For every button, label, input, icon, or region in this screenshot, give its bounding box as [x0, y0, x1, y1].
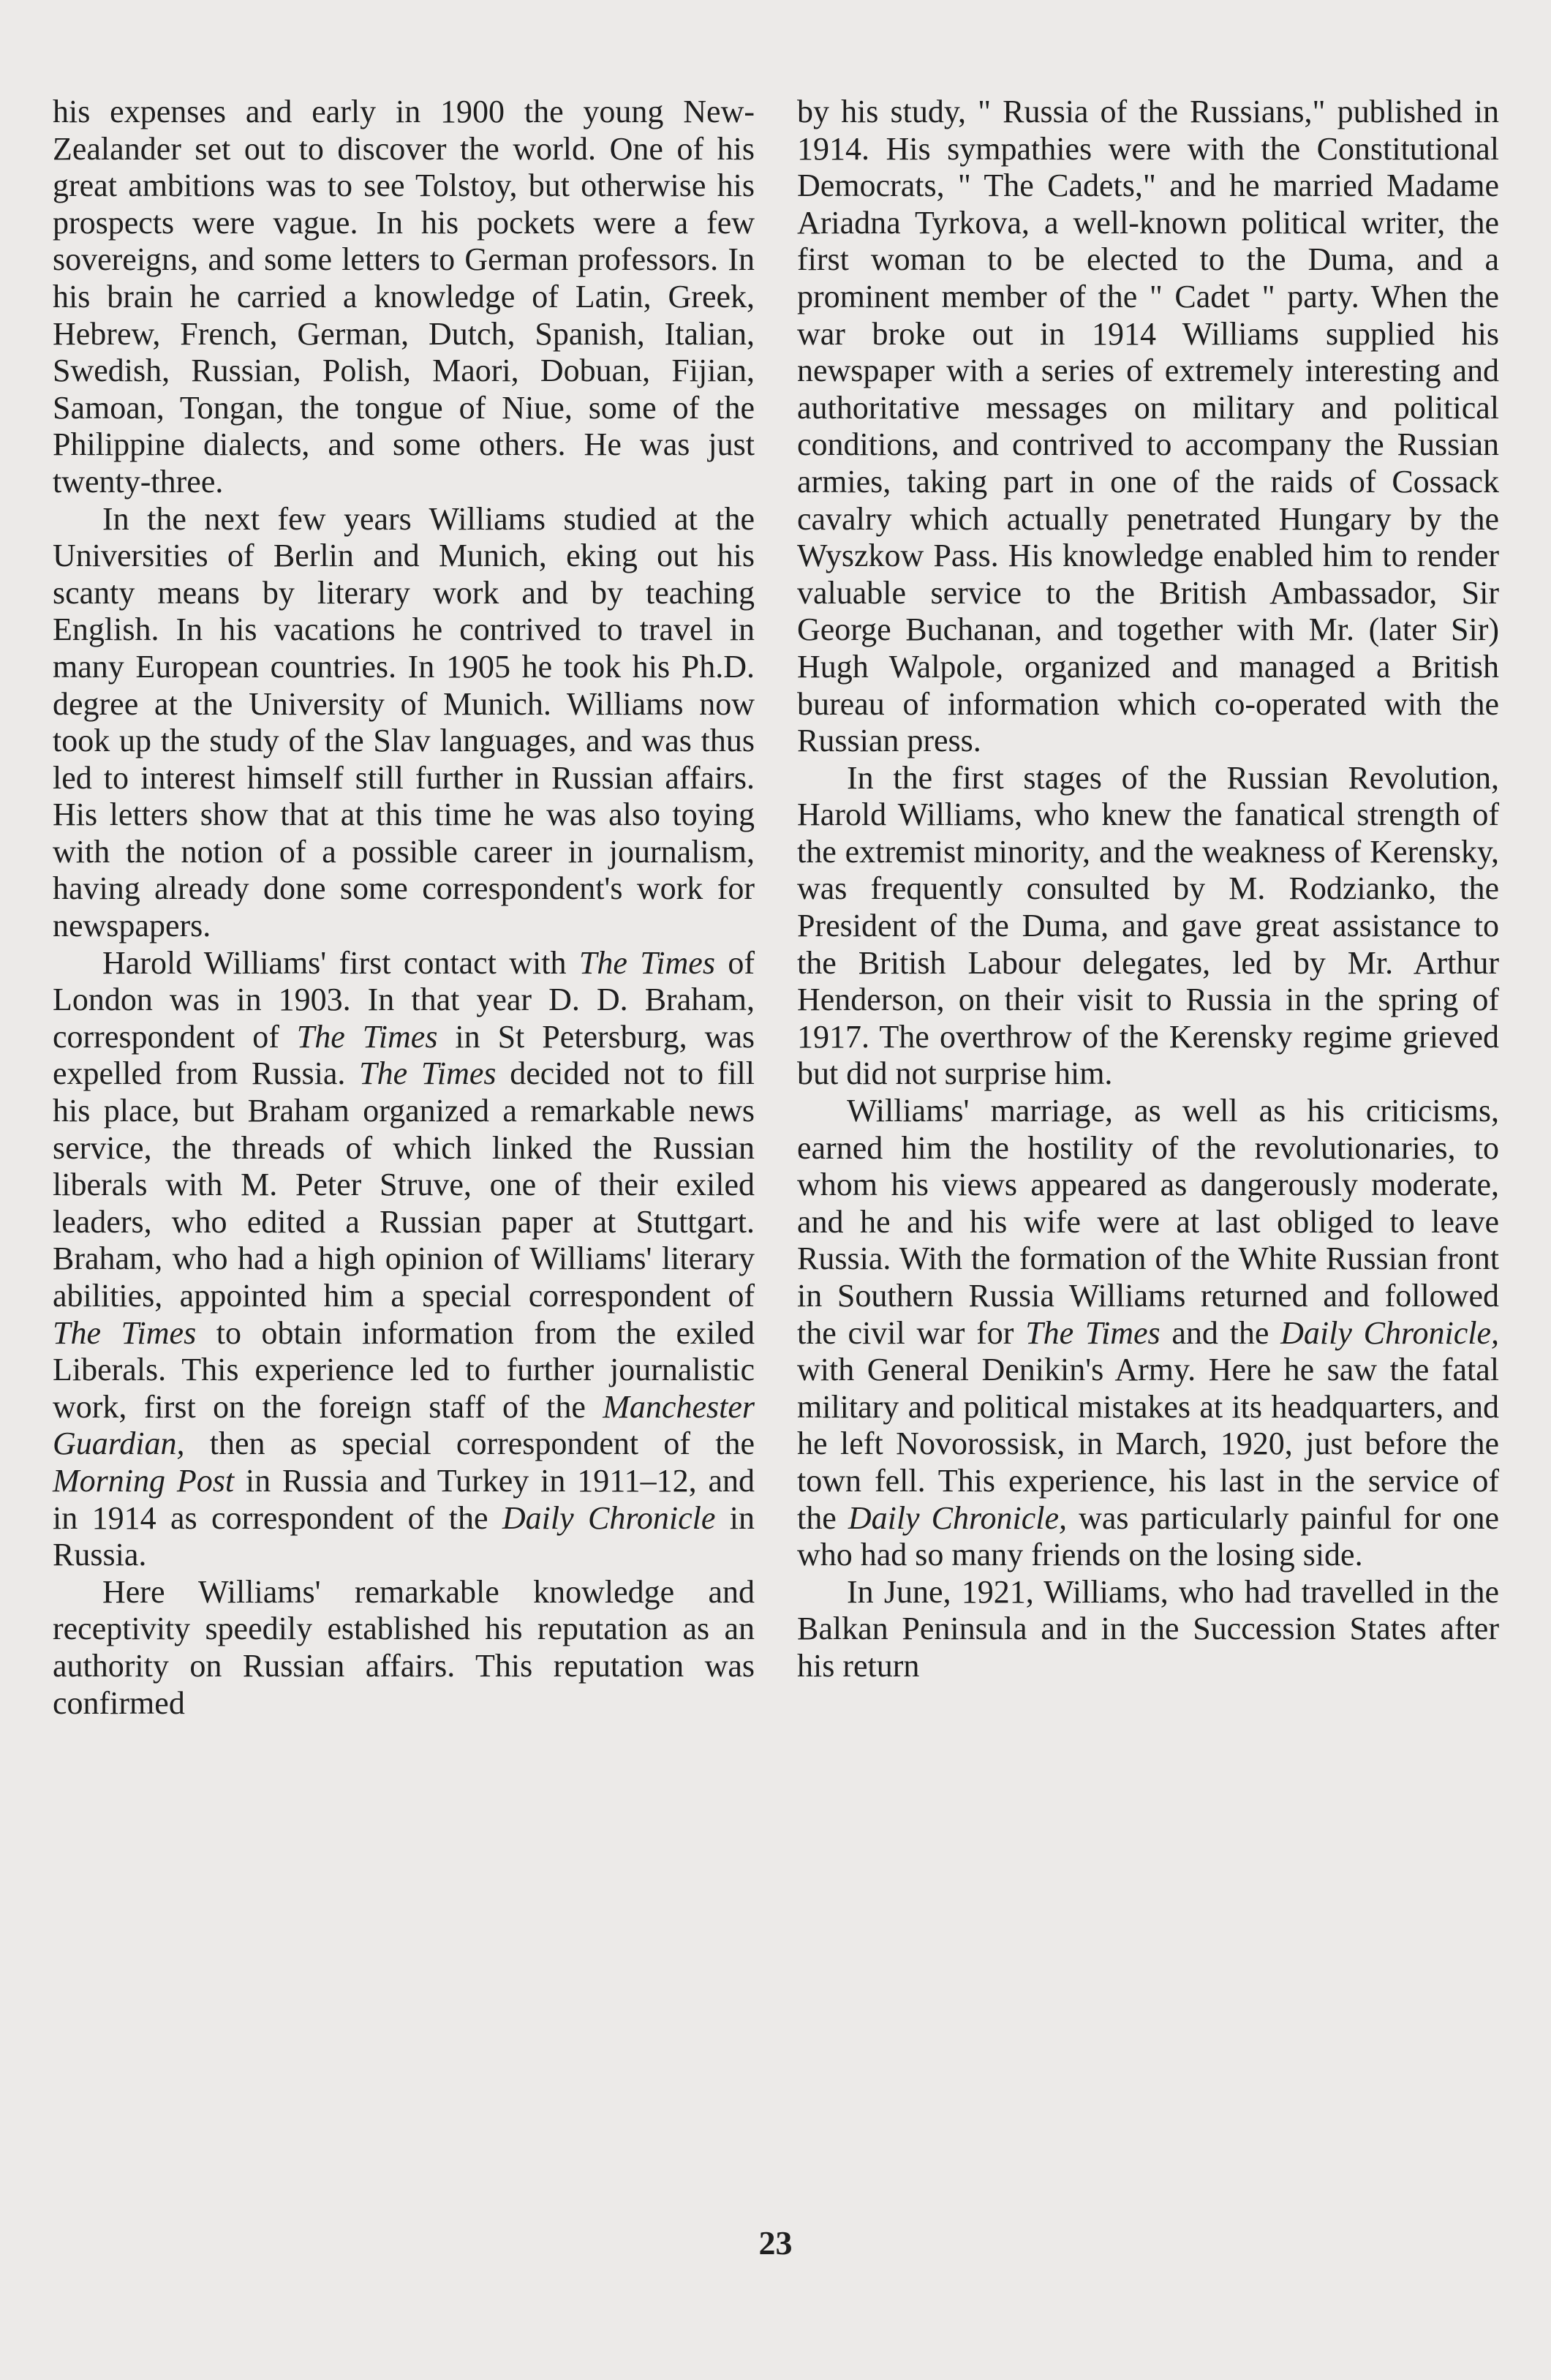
italic-title: The Times [578, 944, 715, 981]
italic-title: Morning Post [53, 1462, 235, 1499]
right-paragraph-4: In June, 1921, Williams, who had travelled in the Balkan Peninsula and in the Succession States after his return [797, 1573, 1499, 1684]
italic-title: Manchester Guardian, [53, 1388, 755, 1462]
italic-title: The Times [53, 1314, 197, 1351]
italic-title: The Times [359, 1055, 497, 1092]
text-run: with General Denikin's Army. Here he saw the fatal military and political mistakes at its headquarters, and he left Novorossisk, in March, 1920, just before the town fell. This experience, his last in the service of the [797, 1352, 1499, 1536]
italic-title: The Times [296, 1018, 438, 1055]
text-run: Williams' marriage, as well as his criticisms, earned him the hostility of the revolutionaries, to whom his views appeared as dangerously moderate, and he and his wife were at last obliged to leave Russia. With the formation of the White Russian front in Southern Russia Williams returned and followed the civil war for [797, 1093, 1499, 1351]
left-column [53, 94, 755, 1722]
italic-title: The Times [1025, 1314, 1161, 1351]
italic-title: Daily Chronicle [502, 1499, 716, 1536]
page-number: 23 [758, 2224, 793, 2262]
text-run: of London was in 1903. In that year D. D. Braham, correspondent of [53, 944, 755, 1055]
text-run: in Russia. [53, 1499, 755, 1573]
text-run: in St Petersburg, was expelled from Russia. [53, 1018, 755, 1092]
italic-title: Daily Chronicle, [848, 1499, 1067, 1536]
right-paragraph-3 [797, 1093, 1499, 1574]
left-paragraph-3 [53, 945, 755, 1574]
left-paragraph-4: Here Williams' remarkable knowledge and receptivity speedily established his reputation as an authority on Russian affairs. This reputation was confirmed [53, 1573, 755, 1721]
text-run: decided not to fill his place, but Braham organized a remarkable news service, the threads of which linked the Russian liberals with M. Peter Struve, one of their exiled leaders, who edited a Russian paper at Stuttgart. Braham, who had a high opinion of Williams' literary abilities, appointed him a special correspondent of [53, 1055, 755, 1314]
text-run: to obtain information from the exiled Liberals. This experience led to further journalistic work, first on the foreign staff of the [53, 1314, 755, 1425]
left-paragraph-1: his expenses and early in 1900 the young New-Zealander set out to discover the world. One of his great ambitions was to see Tolstoy, but otherwise his prospects were vague. In his pockets were a few sovereigns, and some letters to German professors. In his brain he carried a knowledge of Latin, Greek, Hebrew, French, German, Dutch, Spanish, Italian, Swedish, Russian, Polish, Maori, Dobuan, Fijian, Samoan, Tongan, the tongue of Niue, some of the Philippine dialects, and some others. He was just twenty-three. [53, 94, 755, 500]
text-run: then as special correspondent of the [184, 1426, 755, 1462]
right-column [797, 94, 1499, 1685]
right-paragraph-2: In the first stages of the Russian Revolution, Harold Williams, who knew the fanatical strength of the extremist minority, and the weakness of Kerensky, was frequently consulted by M. Rodzianko, the President of the Duma, and gave great assistance to the British Labour delegates, led by Mr. Arthur Henderson, on their visit to Russia in the spring of 1917. The overthrow of the Kerensky regime grieved but did not surprise him. [797, 759, 1499, 1092]
left-paragraph-2: In the next few years Williams studied at the Universities of Berlin and Munich, eking out his scanty means by literary work and by teaching English. In his vacations he contrived to travel in many European countries. In 1905 he took his Ph.D. degree at the University of Munich. Williams now took up the study of the Slav languages, and was thus led to interest himself still further in Russian affairs. His letters show that at this time he was also toying with the notion of a possible career in journalism, having already done some correspondent's work for newspapers. [53, 500, 755, 944]
italic-title: Daily Chronicle, [1280, 1314, 1499, 1351]
right-paragraph-1: by his study, " Russia of the Russians," published in 1914. His sympathies were with the Constitutional Democrats, " The Cadets," and he married Madame Ariadna Tyrkova, a well-known political writer, the first woman to be elected to the Duma, and a prominent member of the " Cadet " party. When the war broke out in 1914 Williams supplied his newspaper with a series of extremely interesting and authoritative messages on military and political conditions, and contrived to accompany the Russian armies, taking part in one of the raids of Cossack cavalry which actually penetrated Hungary by the Wyszkow Pass. His knowledge enabled him to render valuable service to the British Ambassador, Sir George Buchanan, and together with Mr. (later Sir) Hugh Walpole, organized and managed a British bureau of information which co-operated with the Russian press. [797, 94, 1499, 759]
text-run: in Russia and Turkey in 1911–12, and in 1914 as correspondent of the [53, 1462, 755, 1536]
text-run: was particularly painful for one who had so many friends on the losing side. [797, 1499, 1499, 1573]
text-run: and the [1160, 1314, 1281, 1351]
text-run: Harold Williams' first contact with [102, 944, 579, 981]
